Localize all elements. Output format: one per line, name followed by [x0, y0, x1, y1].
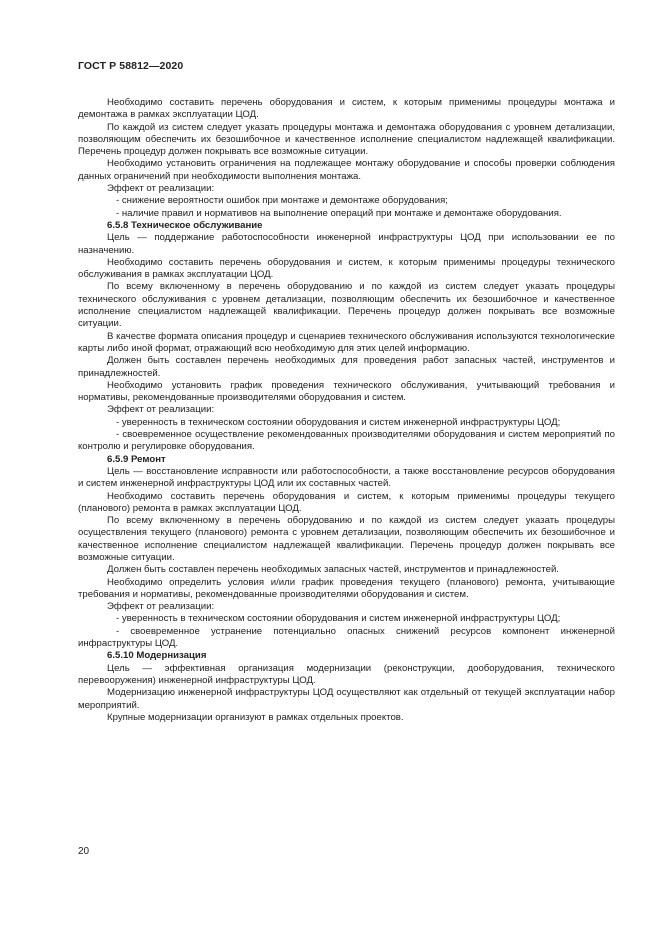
paragraph: В качестве формата описания процедур и сценариев технического обслуживания используются технологические карты либо иной формат, отражающий всю необходимую для этих целей информацию. [78, 330, 615, 354]
list-item: - снижение вероятности ошибок при монтаже и демонтаже оборудования; [116, 195, 448, 207]
list-item: - уверенность в техническом состоянии оборудования и систем инженерной инфраструктуры ЦОД; [116, 416, 561, 428]
paragraph: Необходимо установить ограничения на подлежащее монтажу оборудование и способы проверки соблюдения данных ограничений при необходимости выполнения монтажа. [78, 158, 615, 182]
list-item: - уверенность в техническом состоянии оборудования и систем инженерной инфраструктуры ЦОД; [116, 613, 561, 625]
paragraph: Необходимо составить перечень оборудования и систем, к которым применимы процедуры монтажа и демонтажа в рамках эксплуатации ЦОД. [78, 97, 615, 121]
page-number: 20 [78, 846, 90, 857]
paragraph: По всему включенному в перечень оборудованию и по каждой из систем следует указать процедуры технического обслуживания с уровнем детализации, позволяющим обеспечить их безошибочное и качественное исполнение специалистом надлежащей квалификации. Перечень процедур должен покрывать все возможные ситуации. [78, 281, 615, 330]
section-heading: 6.5.10 Модернизация [107, 650, 207, 662]
paragraph: Эффект от реализации: [107, 404, 215, 416]
list-item: - своевременное осуществление рекомендованных производителями оборудования и систем мероприятий по контролю и регулировке оборудования. [78, 429, 615, 453]
paragraph: Цель — восстановление исправности или работоспособности, а также восстановление ресурсов оборудования и систем инженерной инфраструктуры ЦОД или их составных частей. [78, 465, 615, 490]
paragraph: Эффект от реализации: [107, 601, 215, 613]
paragraph: Необходимо определить условия и/или график проведения текущего (планового) ремонта, учитывающие требования и нормативы, рекомендованные производителями оборудования и систем. [78, 576, 615, 600]
list-item: - наличие правил и нормативов на выполнение операций при монтаже и демонтаже оборудования. [116, 207, 562, 219]
paragraph: Необходимо составить перечень оборудования и систем, к которым применимы процедуры текущего (планового) ремонта в рамках эксплуатации ЦОД. [78, 490, 615, 514]
paragraph: Должен быть составлен перечень необходимых запасных частей, инструментов и принадлежностей. [107, 564, 559, 576]
section-heading: 6.5.9 Ремонт [107, 453, 166, 465]
list-item: - своевременное устранение потенциально опасных снижений ресурсов компонент инженерной инфраструктуры ЦОД. [78, 625, 615, 650]
section-heading: 6.5.8 Техническое обслуживание [107, 219, 263, 231]
paragraph: По всему включенному в перечень оборудованию и по каждой из систем следует указать процедуры осуществления текущего (планового) ремонта с уровнем детализации, позволяющим обеспечить их безошибочное и качественное исполнение специалистом надлежащей квалификации. Перечень процедур должен покрывать все возможные ситуации. [78, 515, 615, 563]
paragraph: Необходимо составить перечень оборудования и систем, к которым применимы процедуры технического обслуживания в рамках эксплуатации ЦОД. [78, 256, 615, 281]
paragraph: Эффект от реализации: [107, 183, 215, 195]
document-body [78, 97, 615, 724]
document-header: ГОСТ Р 58812—2020 [78, 60, 184, 72]
paragraph: Необходимо установить график проведения технического обслуживания, учитывающий требования и нормативы, рекомендованные производителями оборудования и систем. [78, 379, 615, 404]
paragraph: По каждой из систем следует указать процедуры монтажа и демонтажа оборудования с уровнем детализации, позволяющим обеспечить их безошибочное и качественное исполнение специалистом надлежащей квалификации. Перечень процедур должен покрывать все возможные ситуации. [78, 121, 615, 158]
paragraph: Должен быть составлен перечень необходимых для проведения работ запасных частей, инструментов и принадлежностей. [78, 355, 615, 379]
paragraph: Модернизацию инженерной инфраструктуры ЦОД осуществляют как отдельный от текущей эксплуатации набор мероприятий. [78, 687, 615, 711]
paragraph: Цель — эффективная организация модернизации (реконструкции, дооборудования, технического перевооружения) инженерной инфраструктуры ЦОД. [78, 662, 615, 686]
paragraph: Цель — поддержание работоспособности инженерной инфраструктуры ЦОД при использовании ее по назначению. [78, 232, 615, 256]
paragraph: Крупные модернизации организуют в рамках отдельных проектов. [107, 711, 404, 723]
